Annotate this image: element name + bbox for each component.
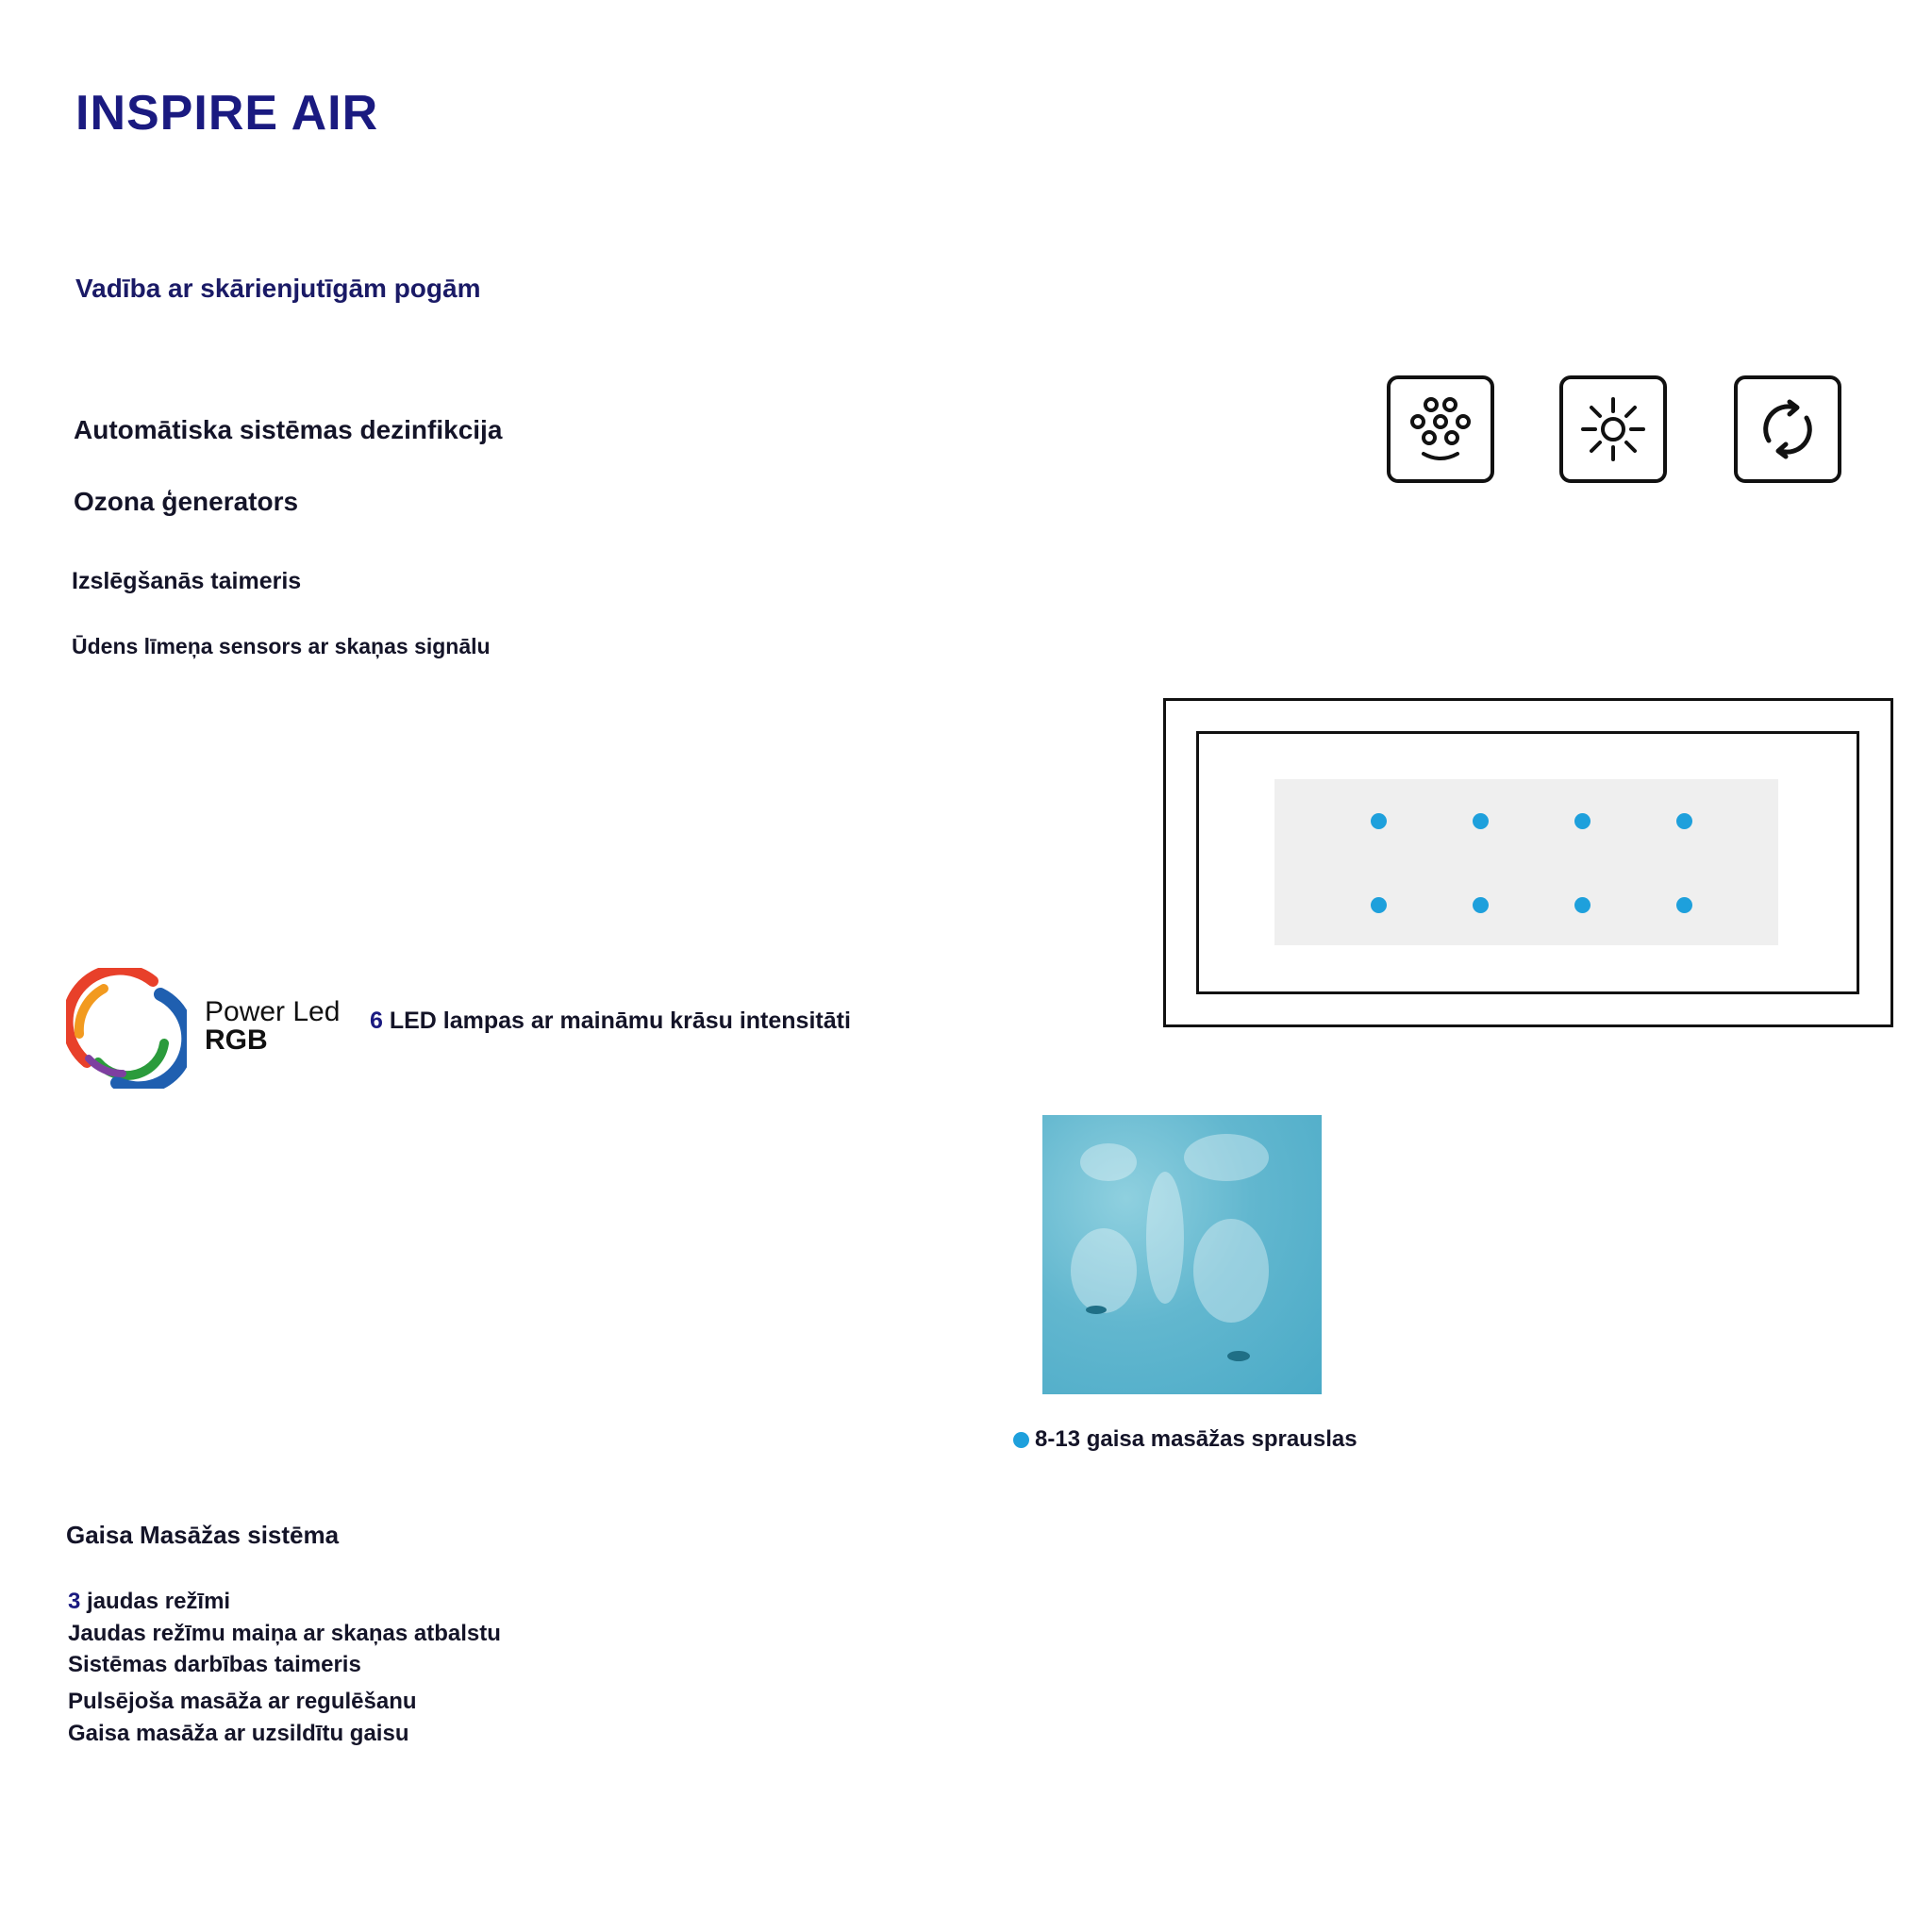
led-text: LED lampas ar maināmu krāsu intensitāti <box>389 1008 851 1034</box>
list-item: Jaudas režīmu maiņa ar skaņas atbalstu <box>68 1621 501 1646</box>
jet-marker <box>1473 813 1489 829</box>
jet-marker <box>1574 813 1591 829</box>
cycle-button[interactable] <box>1734 375 1841 483</box>
list-item: Gaisa masāža ar uzsildītu gaisu <box>68 1721 409 1746</box>
feature-water-sensor: Ūdens līmeņa sensors ar skaņas signālu <box>72 634 491 658</box>
power-led-rgb-logo-icon <box>66 968 187 1089</box>
led-count: 6 <box>370 1008 383 1034</box>
air-jets-photo <box>1042 1115 1322 1394</box>
logo-line2: RGB <box>205 1024 268 1056</box>
jet-marker <box>1574 897 1591 913</box>
feature-ozone: Ozona ģenerators <box>74 487 299 516</box>
jets-legend <box>1013 1426 1357 1453</box>
jet-marker <box>1676 897 1692 913</box>
feature-disinfection: Automātiska sistēmas dezinfikcija <box>74 415 503 444</box>
logo-line1: Power Led <box>205 996 341 1027</box>
jet-marker <box>1676 813 1692 829</box>
list-item <box>68 1589 230 1615</box>
air-jets-icon <box>1405 393 1476 465</box>
modes-count: 3 <box>68 1589 81 1614</box>
jet-marker <box>1371 813 1387 829</box>
cycle-icon <box>1752 393 1824 465</box>
controls-subtitle: Vadība ar skārienjutīgām pogām <box>75 274 481 303</box>
air-massage-title: Gaisa Masāžas sistēma <box>66 1521 340 1549</box>
light-icon <box>1577 393 1649 465</box>
jet-dot-icon <box>1013 1432 1029 1448</box>
jet-zone <box>1274 779 1778 945</box>
list-item: Pulsējoša masāža ar regulēšanu <box>68 1689 417 1714</box>
jet-marker <box>1371 897 1387 913</box>
page-title: INSPIRE AIR <box>75 86 379 141</box>
power-led-rgb-label <box>205 998 340 1055</box>
jets-legend-text: 8-13 gaisa masāžas sprauslas <box>1035 1426 1357 1452</box>
light-button[interactable] <box>1559 375 1667 483</box>
jet-marker <box>1473 897 1489 913</box>
list-item: Sistēmas darbības taimeris <box>68 1652 361 1677</box>
modes-text: jaudas režīmi <box>87 1589 231 1614</box>
led-description <box>370 1008 851 1035</box>
feature-timer: Izslēgšanās taimeris <box>72 568 302 594</box>
air-jets-button[interactable] <box>1387 375 1494 483</box>
